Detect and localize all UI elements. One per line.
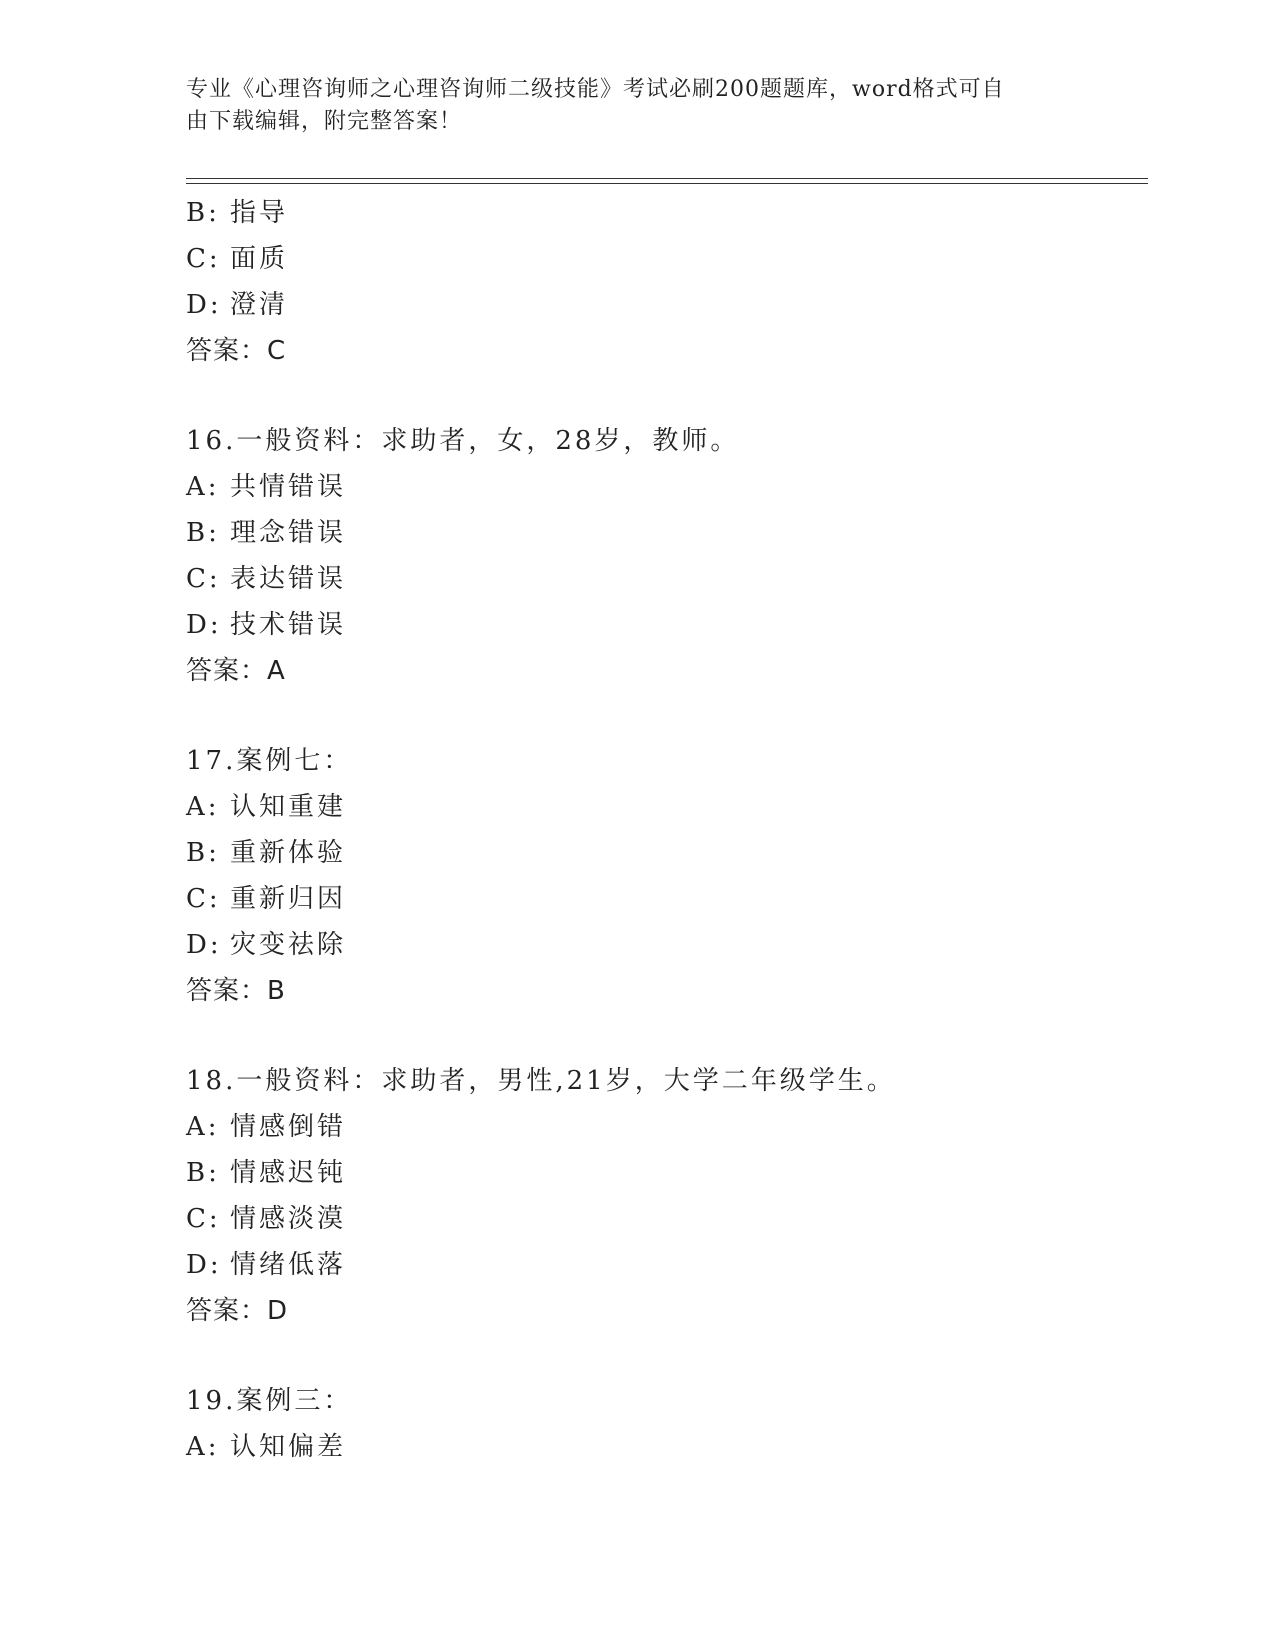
option-key: C: [186, 564, 221, 594]
option-b [186, 190, 1146, 236]
option-key: B: [186, 838, 220, 868]
option-c [186, 876, 1146, 922]
option-a [186, 784, 1146, 830]
option-key: D: [186, 610, 222, 640]
spacer [186, 374, 1146, 418]
option-key: D: [186, 1250, 222, 1280]
spacer [186, 694, 1146, 738]
option-key: D: [186, 290, 222, 320]
option-key: A: [186, 792, 220, 822]
document-header [186, 74, 1076, 138]
spacer [186, 1334, 1146, 1378]
option-a [186, 1104, 1146, 1150]
answer-line: 答案：C [186, 336, 287, 366]
header-divider-bottom [186, 183, 1148, 184]
option-c [186, 236, 1146, 282]
option-text: 情感迟钝 [230, 1158, 347, 1188]
option-text: 认知重建 [230, 792, 347, 822]
option-d [186, 1242, 1146, 1288]
option-c [186, 556, 1146, 602]
option-c [186, 1196, 1146, 1242]
question-stem: 19.案例三： [186, 1386, 353, 1416]
option-text: 情感淡漠 [230, 1204, 347, 1234]
option-key: B: [186, 518, 220, 548]
question-stem: 16.一般资料：求助者，女，28岁，教师。 [186, 426, 740, 456]
answer-line: 答案：A [186, 656, 286, 686]
option-key: B: [186, 198, 220, 228]
question-block-partial [186, 190, 1146, 374]
option-text: 认知偏差 [230, 1432, 347, 1462]
option-d [186, 282, 1146, 328]
option-text: 技术错误 [230, 610, 347, 640]
option-text: 重新归因 [230, 884, 347, 914]
option-d [186, 602, 1146, 648]
question-stem: 17.案例七： [186, 746, 353, 776]
option-text: 理念错误 [230, 518, 347, 548]
option-text: 面质 [230, 244, 289, 274]
option-key: A: [186, 472, 220, 502]
option-text: 指导 [230, 198, 289, 228]
option-text: 澄清 [230, 290, 289, 320]
option-a [186, 464, 1146, 510]
option-text: 重新体验 [230, 838, 347, 868]
option-key: C: [186, 884, 221, 914]
header-line-1: 专业《心理咨询师之心理咨询师二级技能》考试必刷200题题库，word格式可自 [186, 77, 1005, 102]
option-key: B: [186, 1158, 220, 1188]
header-divider-top [186, 178, 1148, 179]
header-line-2: 由下载编辑，附完整答案！ [186, 109, 463, 134]
question-block-18 [186, 1058, 1146, 1334]
option-key: A: [186, 1432, 220, 1462]
question-block-17 [186, 738, 1146, 1014]
option-key: A: [186, 1112, 220, 1142]
question-block-19 [186, 1378, 1146, 1470]
option-b [186, 510, 1146, 556]
option-key: D: [186, 930, 222, 960]
option-text: 情绪低落 [230, 1250, 347, 1280]
answer-line: 答案：D [186, 1296, 289, 1326]
option-a [186, 1424, 1146, 1470]
option-b [186, 1150, 1146, 1196]
option-key: C: [186, 244, 221, 274]
option-d [186, 922, 1146, 968]
question-block-16 [186, 418, 1146, 694]
option-text: 情感倒错 [230, 1112, 347, 1142]
option-key: C: [186, 1204, 221, 1234]
question-list [186, 190, 1146, 1470]
option-text: 灾变祛除 [230, 930, 347, 960]
option-text: 共情错误 [230, 472, 347, 502]
answer-line: 答案：B [186, 976, 286, 1006]
spacer [186, 1014, 1146, 1058]
option-b [186, 830, 1146, 876]
question-stem: 18.一般资料：求助者，男性,21岁，大学二年级学生。 [186, 1066, 896, 1096]
option-text: 表达错误 [230, 564, 347, 594]
